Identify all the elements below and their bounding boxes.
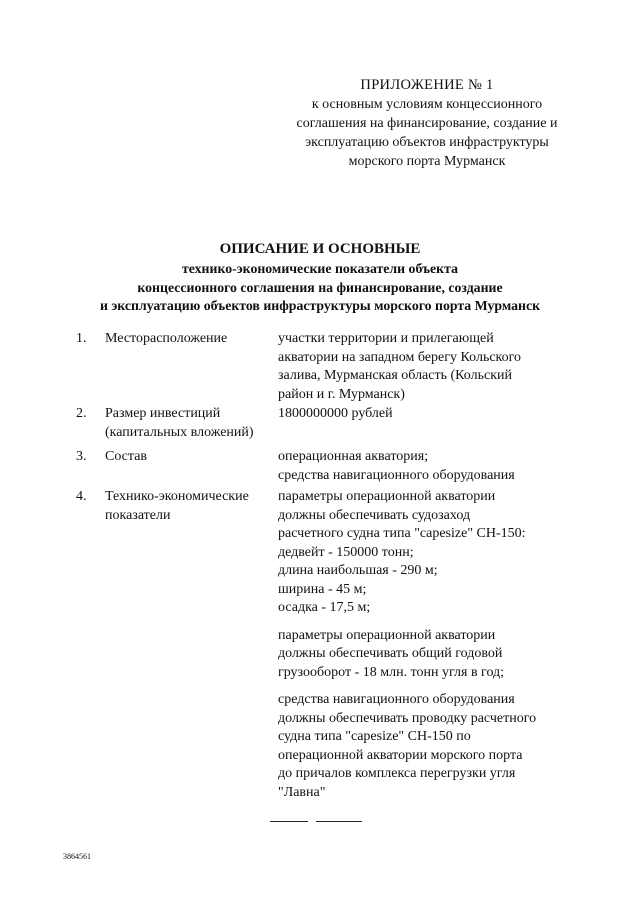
value-line: грузооборот - 18 млн. тонн угля в год; (278, 664, 505, 680)
value-paragraph (278, 330, 578, 404)
value-paragraph (278, 691, 578, 802)
document-heading (60, 238, 580, 316)
heading-title: ОПИСАНИЕ И ОСНОВНЫЕ (219, 241, 421, 257)
document-number: 3864561 (63, 852, 91, 861)
value-paragraph (278, 627, 578, 683)
value-line: акватории на западном берегу Кольского (278, 349, 522, 365)
row-label (105, 448, 275, 467)
value-line: район и г. Мурманск) (278, 386, 405, 402)
value-line: залива, Мурманская область (Кольский (278, 368, 512, 383)
row-label (105, 330, 275, 349)
appendix-line: к основным условиям концессионного (311, 97, 543, 112)
row-number: 1. (76, 331, 87, 346)
row-number: 4. (76, 489, 87, 504)
value-line: операционная акватория; (278, 449, 429, 464)
value-line: расчетного судна типа "capesize" СН-150: (278, 526, 526, 541)
value-line: осадка - 17,5 м; (278, 600, 371, 615)
value-line: длина наибольшая - 290 м; (278, 563, 438, 578)
value-line: параметры операционной акватории (278, 627, 496, 643)
separator-segment (270, 821, 308, 822)
appendix-title: ПРИЛОЖЕНИЕ № 1 (360, 77, 494, 93)
row-label-line: Месторасположение (105, 331, 228, 346)
row-label-line: Размер инвестиций (105, 406, 221, 421)
row-number: 3. (76, 449, 87, 464)
appendix-line: морского порта Мурманск (348, 154, 506, 169)
heading-line: и эксплуатацию объектов инфраструктуры морского порта Мурманск (99, 298, 541, 313)
value-line: участки территории и прилегающей (278, 331, 494, 346)
value-line: средства навигационного оборудования (278, 467, 515, 483)
value-line: должны обеспечивать общий годовой (278, 646, 503, 661)
value-line: параметры операционной акватории (278, 489, 496, 504)
value-line: судна типа "capesize" СН-150 по (278, 729, 471, 744)
appendix-block (262, 76, 592, 171)
value-line: 1800000000 рублей (278, 406, 393, 421)
row-label (105, 488, 275, 525)
separator-line (270, 821, 362, 822)
value-paragraph (278, 448, 578, 485)
row-label-line: показатели (105, 507, 171, 523)
row-number: 2. (76, 406, 87, 421)
value-paragraph (278, 488, 578, 618)
row-value (278, 405, 578, 433)
row-value (278, 330, 578, 413)
row-label-line: Технико-экономические (105, 489, 249, 504)
heading-line: технико-экономические показатели объекта (182, 261, 458, 276)
value-line: до причалов комплекса перегрузки угля (278, 766, 516, 781)
value-paragraph (278, 405, 578, 424)
row-label-line: (капитальных вложений) (105, 424, 254, 440)
appendix-line: эксплуатацию объектов инфраструктуры (305, 135, 549, 150)
value-line: должны обеспечивать судозаход (278, 507, 471, 523)
value-line: дедвейт - 150000 тонн; (278, 544, 414, 560)
row-label-line: Состав (105, 449, 148, 464)
value-line: должны обеспечивать проводку расчетного (278, 710, 537, 726)
value-line: средства навигационного оборудования (278, 692, 515, 707)
row-label (105, 405, 275, 442)
separator-segment (316, 821, 362, 822)
value-line: ширина - 45 м; (278, 581, 367, 597)
value-line: "Лавна" (278, 784, 326, 800)
heading-line: концессионного соглашения на финансирование, создание (137, 279, 503, 295)
value-line: операционной акватории морского порта (278, 747, 523, 763)
appendix-line: соглашения на финансирование, создание и (296, 116, 558, 131)
row-value (278, 488, 578, 811)
